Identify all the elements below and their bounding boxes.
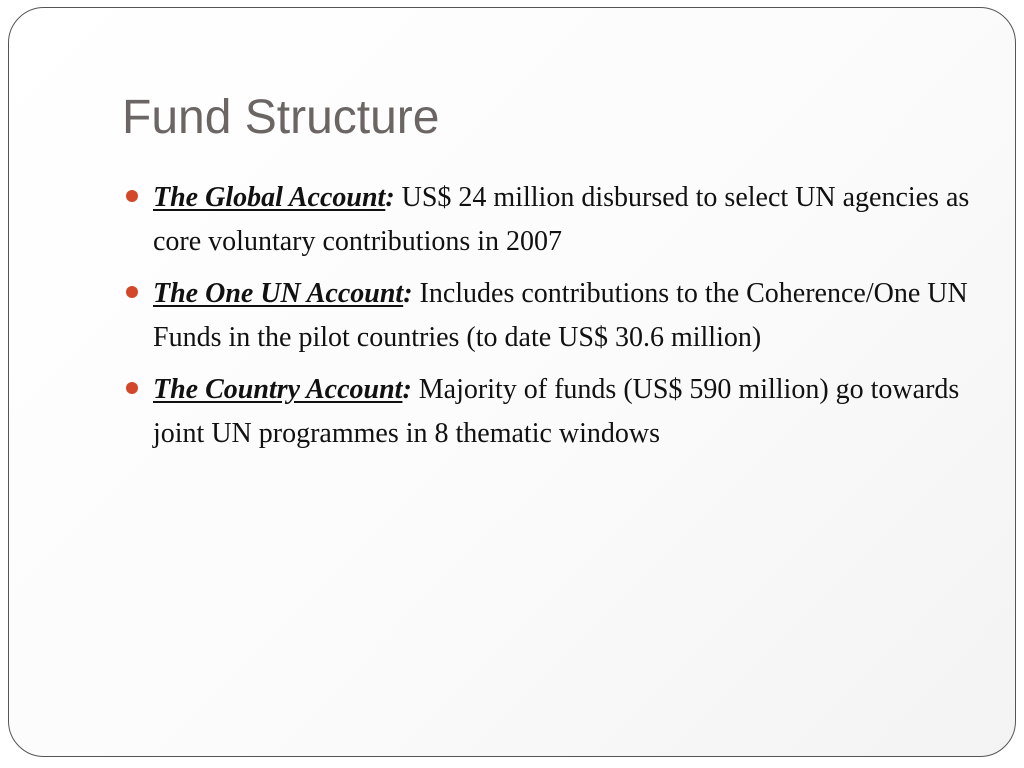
bullet-icon [126, 382, 138, 394]
bullet-term: The Country Account [153, 374, 403, 405]
bullet-item-global-account [125, 176, 995, 264]
bullet-term: The One UN Account [153, 278, 404, 309]
bullet-item-country-account [125, 368, 995, 456]
bullet-text: Includes contributions to the Coherence/One UN Funds in the pilot countries (to date US$ 30.6 million) [153, 278, 968, 353]
slide-frame [8, 7, 1016, 757]
bullet-text: US$ 24 million disbursed to select UN agencies as core voluntary contributions in 2007 [153, 182, 970, 257]
bullet-separator: : [402, 374, 412, 405]
slide-title: Fund Structure [122, 91, 440, 144]
bullet-icon [126, 286, 138, 298]
bullet-list [125, 176, 995, 464]
bullet-separator: : [403, 278, 413, 309]
bullet-separator: : [385, 182, 395, 213]
bullet-text: Majority of funds (US$ 590 million) go towards joint UN programmes in 8 thematic windows [153, 374, 960, 449]
bullet-item-one-un-account [125, 272, 995, 360]
bullet-term: The Global Account [153, 182, 386, 213]
bullet-icon [126, 190, 138, 202]
